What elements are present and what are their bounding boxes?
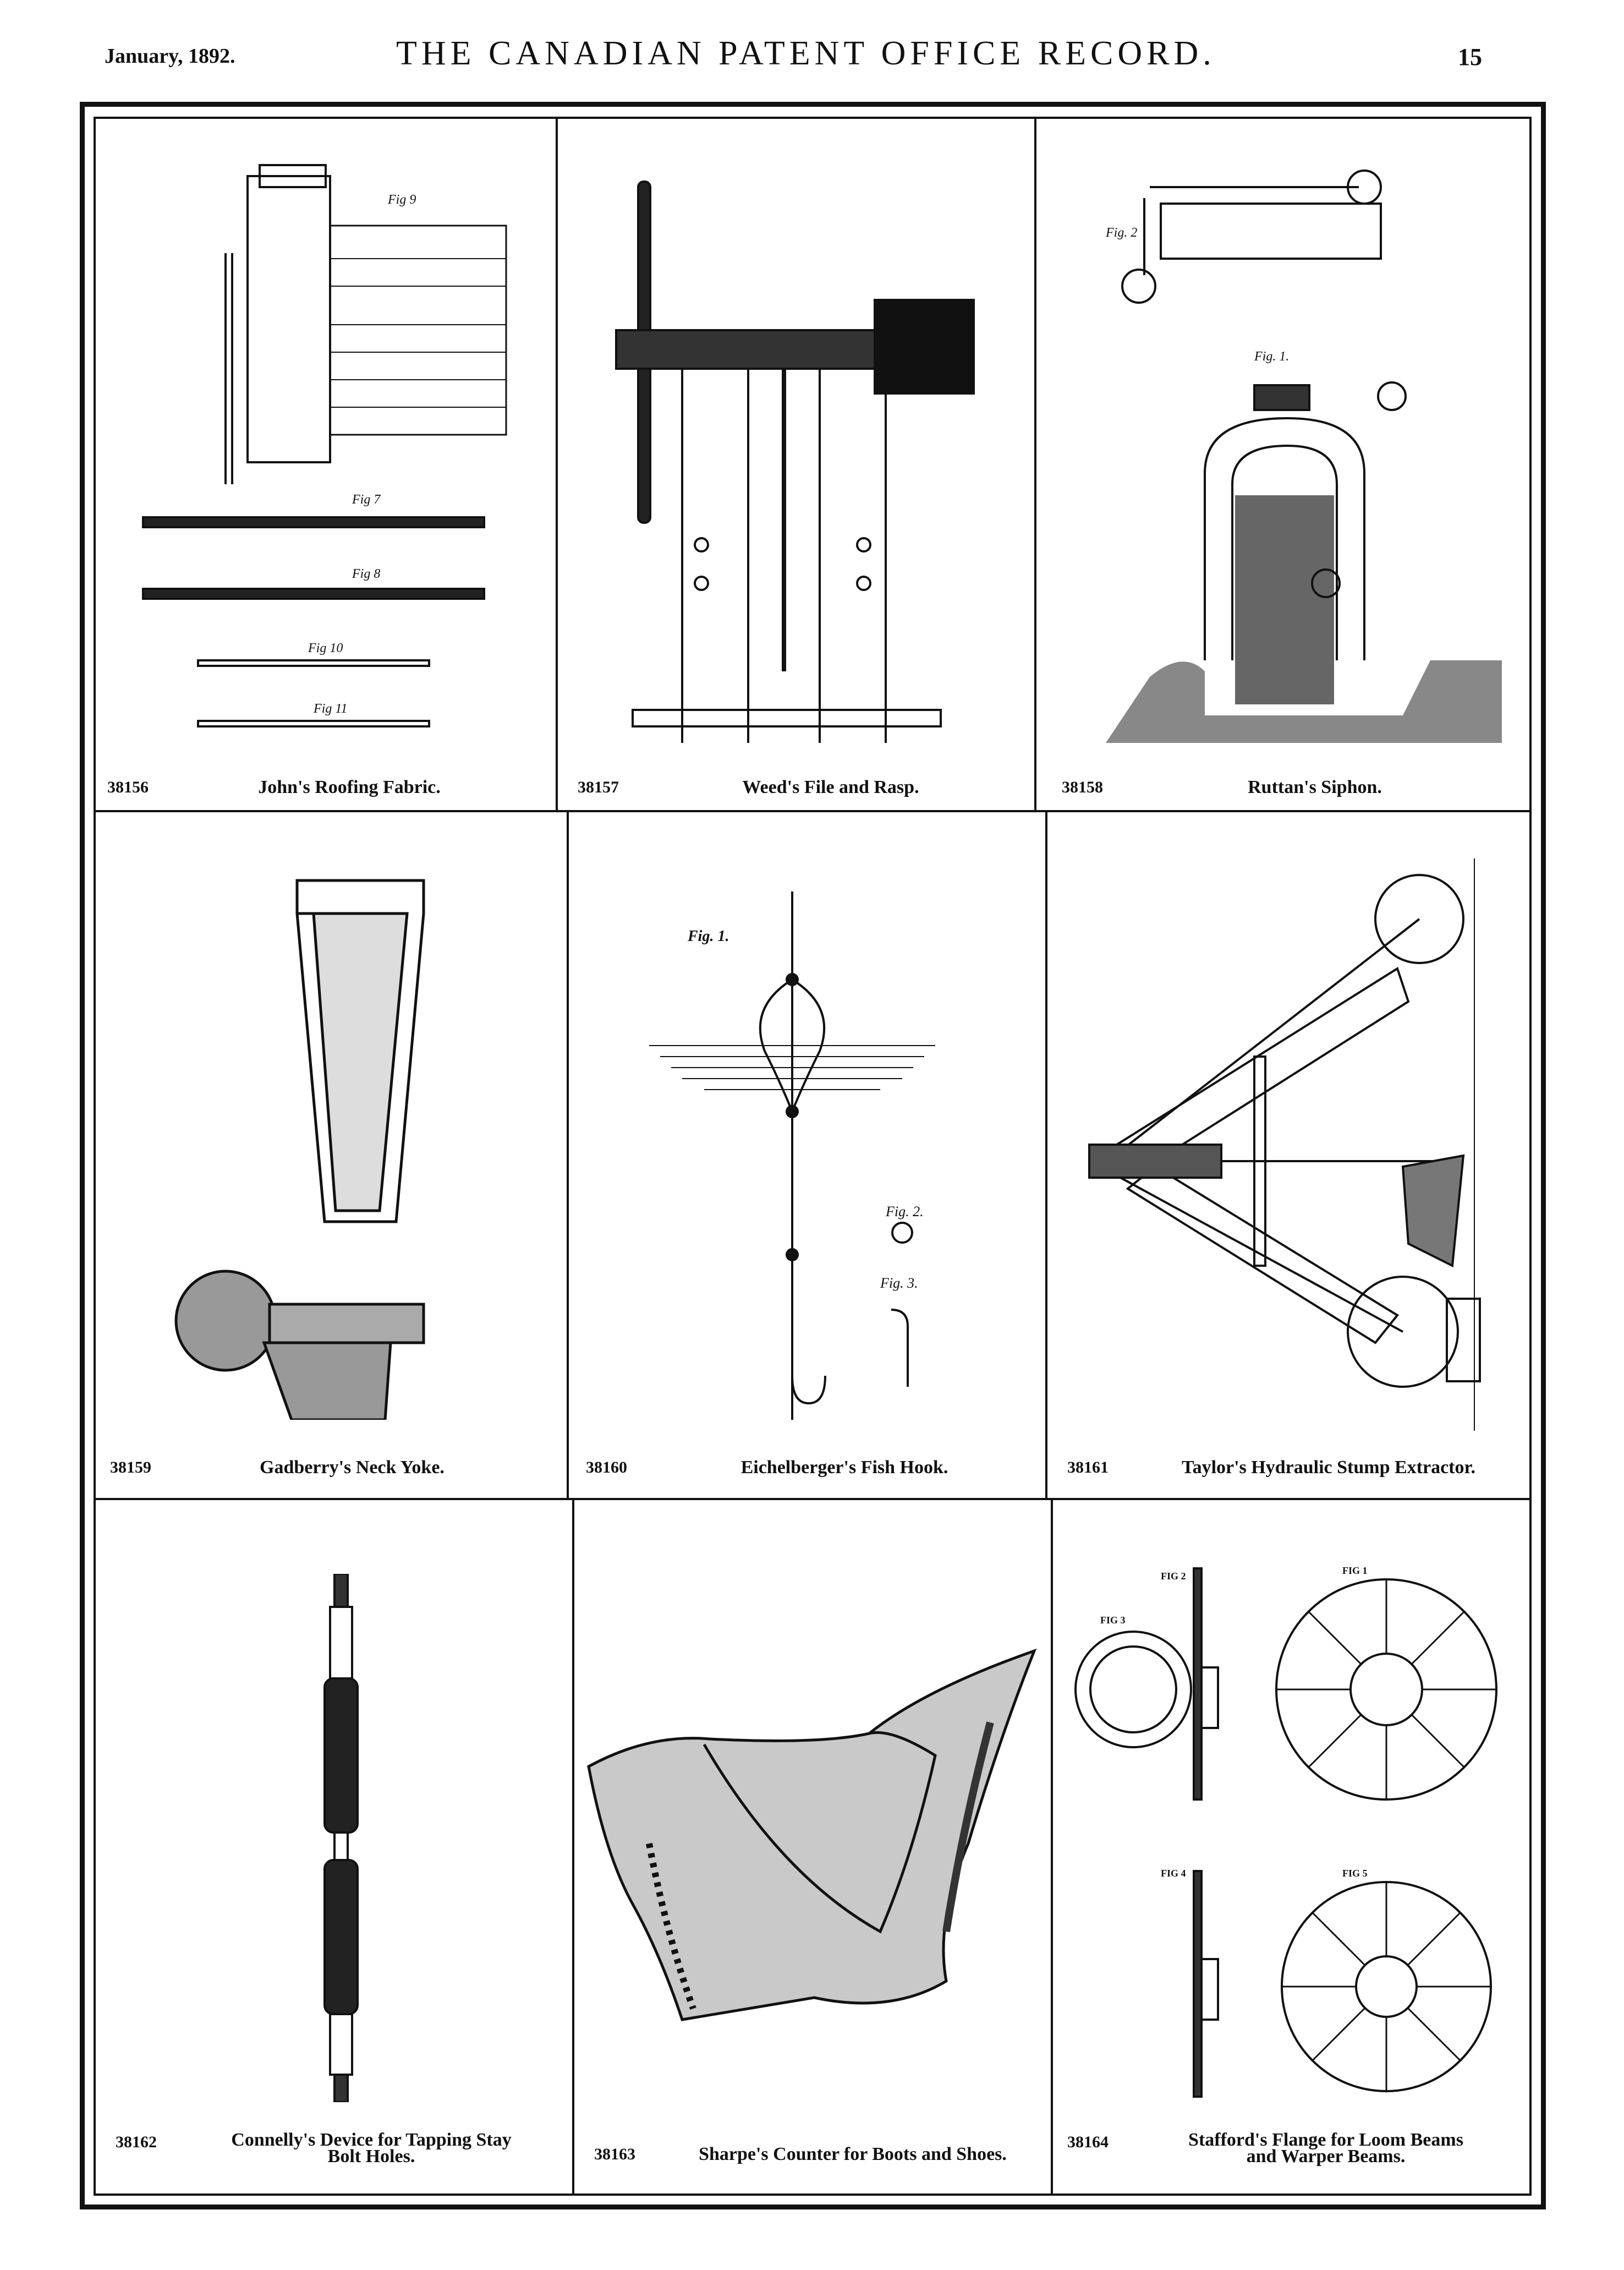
patent-title: John's Roofing Fabric. xyxy=(258,777,441,797)
patent-title: Taylor's Hydraulic Stump Extractor. xyxy=(1182,1457,1475,1478)
file-and-rasp-figure xyxy=(583,165,1023,743)
patent-title: Ruttan's Siphon. xyxy=(1248,777,1382,797)
row-divider xyxy=(95,1498,1530,1500)
patent-number: 38162 xyxy=(116,2133,157,2151)
column-divider xyxy=(572,1499,574,2195)
row-divider xyxy=(95,810,1530,812)
fig-label: Fig 7 xyxy=(352,493,381,507)
patent-title-line: and Warper Beams. xyxy=(1246,2146,1406,2167)
page-number: 15 xyxy=(1458,43,1482,70)
header-date: January, 1892. xyxy=(105,45,235,68)
fig-label: Fig. 2. xyxy=(886,1204,924,1219)
fig-label: FIG 5 xyxy=(1342,1868,1368,1879)
patent-number: 38158 xyxy=(1062,778,1103,796)
fig-label: Fig 10 xyxy=(308,641,343,655)
page-title: THE CANADIAN PATENT OFFICE RECORD. xyxy=(396,35,1216,72)
column-divider xyxy=(1051,1499,1053,2195)
fig-label: FIG 1 xyxy=(1342,1565,1368,1576)
fig-label: Fig. 1. xyxy=(1254,349,1290,364)
patent-number: 38159 xyxy=(110,1458,151,1476)
column-divider xyxy=(1034,118,1036,811)
patent-title: Eichelberger's Fish Hook. xyxy=(740,1457,948,1478)
loom-flange-figure xyxy=(1067,1563,1524,2102)
fish-hook-figure xyxy=(649,891,990,1420)
patent-number: 38157 xyxy=(578,778,619,796)
fig-label: FIG 4 xyxy=(1161,1868,1186,1879)
tapping-device-figure xyxy=(286,1574,396,2102)
patent-title-line: Connelly's Device for Tapping Stay xyxy=(231,2130,512,2150)
patent-title-line: Bolt Holes. xyxy=(327,2146,415,2167)
patent-title: Sharpe's Counter for Boots and Shoes. xyxy=(699,2144,1007,2164)
patent-number: 38163 xyxy=(594,2145,635,2163)
column-divider xyxy=(1045,811,1047,1499)
fig-label: Fig. 3. xyxy=(880,1275,918,1291)
patent-number: 38161 xyxy=(1067,1458,1109,1476)
fig-label: Fig. 1. xyxy=(688,928,729,945)
patent-title: Gadberry's Neck Yoke. xyxy=(260,1457,445,1478)
patent-title-line: Stafford's Flange for Loom Beams xyxy=(1188,2130,1463,2150)
fig-label: Fig 11 xyxy=(314,702,348,716)
fig-label: Fig 8 xyxy=(352,567,381,581)
fig-label: Fig 9 xyxy=(388,193,416,207)
patent-number: 38156 xyxy=(107,778,149,796)
siphon-figure xyxy=(1073,165,1513,748)
roofing-fabric-figure xyxy=(110,143,539,748)
column-divider xyxy=(556,118,558,811)
fig-label: Fig. 2 xyxy=(1106,226,1138,240)
fig-label: FIG 2 xyxy=(1161,1571,1186,1582)
patent-number: 38160 xyxy=(586,1458,627,1476)
neck-yoke-figure xyxy=(165,869,517,1420)
patent-title: Weed's File and Rasp. xyxy=(742,777,919,797)
boot-counter-figure xyxy=(583,1645,1040,2025)
patent-number: 38164 xyxy=(1067,2133,1109,2151)
stump-extractor-figure xyxy=(1067,858,1507,1431)
fig-label: FIG 3 xyxy=(1100,1615,1126,1626)
column-divider xyxy=(567,811,569,1499)
